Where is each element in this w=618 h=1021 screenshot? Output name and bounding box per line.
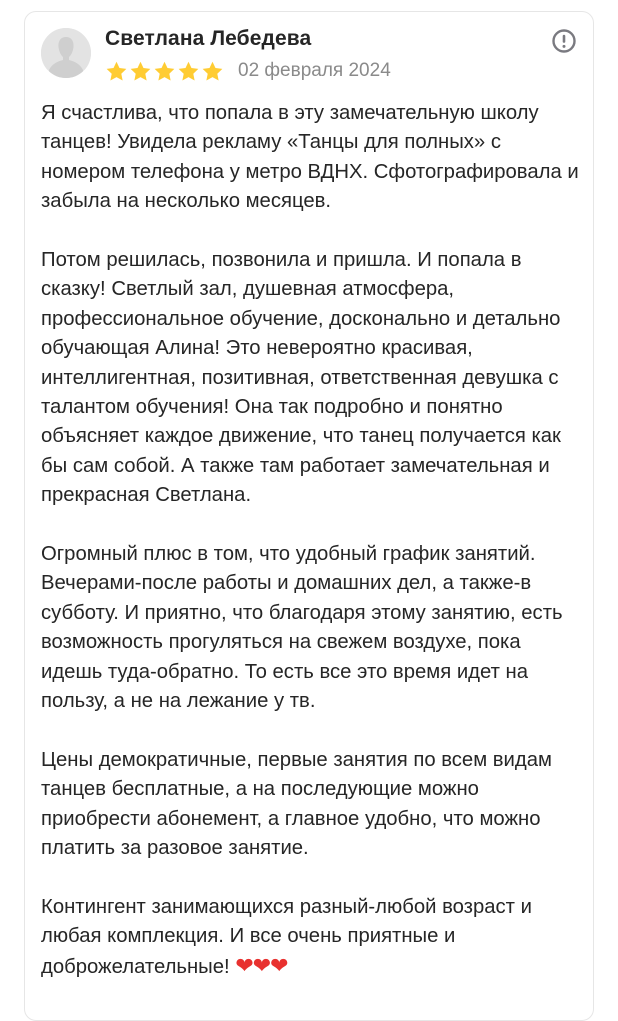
star-rating xyxy=(105,60,224,83)
rating-row xyxy=(105,58,391,84)
review-paragraph: Цены демократичные, первые занятия по всем видам танцев бесплатные, а на последующие можно приобрести абонемент, а главное удобно, что можно платить за разовое занятие. xyxy=(41,748,552,860)
star-icon xyxy=(129,60,152,83)
review-paragraph: Я счастлива, что попала в эту замечательную школу танцев! Увидела рекламу «Танцы для полных» с номером телефона у метро ВДНХ. Сфотографировала и забыла на несколько месяцев. xyxy=(41,102,579,213)
star-icon xyxy=(201,60,224,83)
exclamation-circle-icon xyxy=(551,28,577,54)
review-card xyxy=(24,11,594,1021)
user-silhouette-icon xyxy=(41,28,91,78)
review-paragraph-last xyxy=(41,893,581,982)
avatar[interactable] xyxy=(41,28,91,78)
star-icon xyxy=(177,60,200,83)
review-paragraph: Огромный плюс в том, что удобный график занятий. Вечерами-после работы и домашних дел, а также-в субботу. И приятно, что благодаря этому занятию, есть возможность прогуляться на свежем воздухе, пока идешь туда-обратно. То есть все это время идет на пользу, а не на лежание у тв. xyxy=(41,543,563,713)
report-button[interactable] xyxy=(551,28,577,54)
review-date: 02 февраля 2024 xyxy=(238,60,391,81)
author-name[interactable]: Светлана Лебедева xyxy=(105,27,312,50)
review-paragraph: Потом решилась, позвонила и пришла. И попала в сказку! Светлый зал, душевная атмосфера, профессиональное обучение, досконально и детально обучающая Алина! Это невероятно красивая, интеллигентная, позитивная, ответственная девушка с талантом обучения! Она так подробно и понятно объясняет каждое движение, что танец получается как бы сам собой. А также там работает замечательная и прекрасная Светлана. xyxy=(41,249,561,507)
heart-emoji-icon: ❤❤❤ xyxy=(235,953,288,979)
star-icon xyxy=(105,60,128,83)
review-paragraph: Контингент занимающихся разный-любой возраст и любая комплекция. И все очень приятные и доброжелательные! xyxy=(41,895,532,978)
review-text xyxy=(41,99,581,1012)
star-icon xyxy=(153,60,176,83)
